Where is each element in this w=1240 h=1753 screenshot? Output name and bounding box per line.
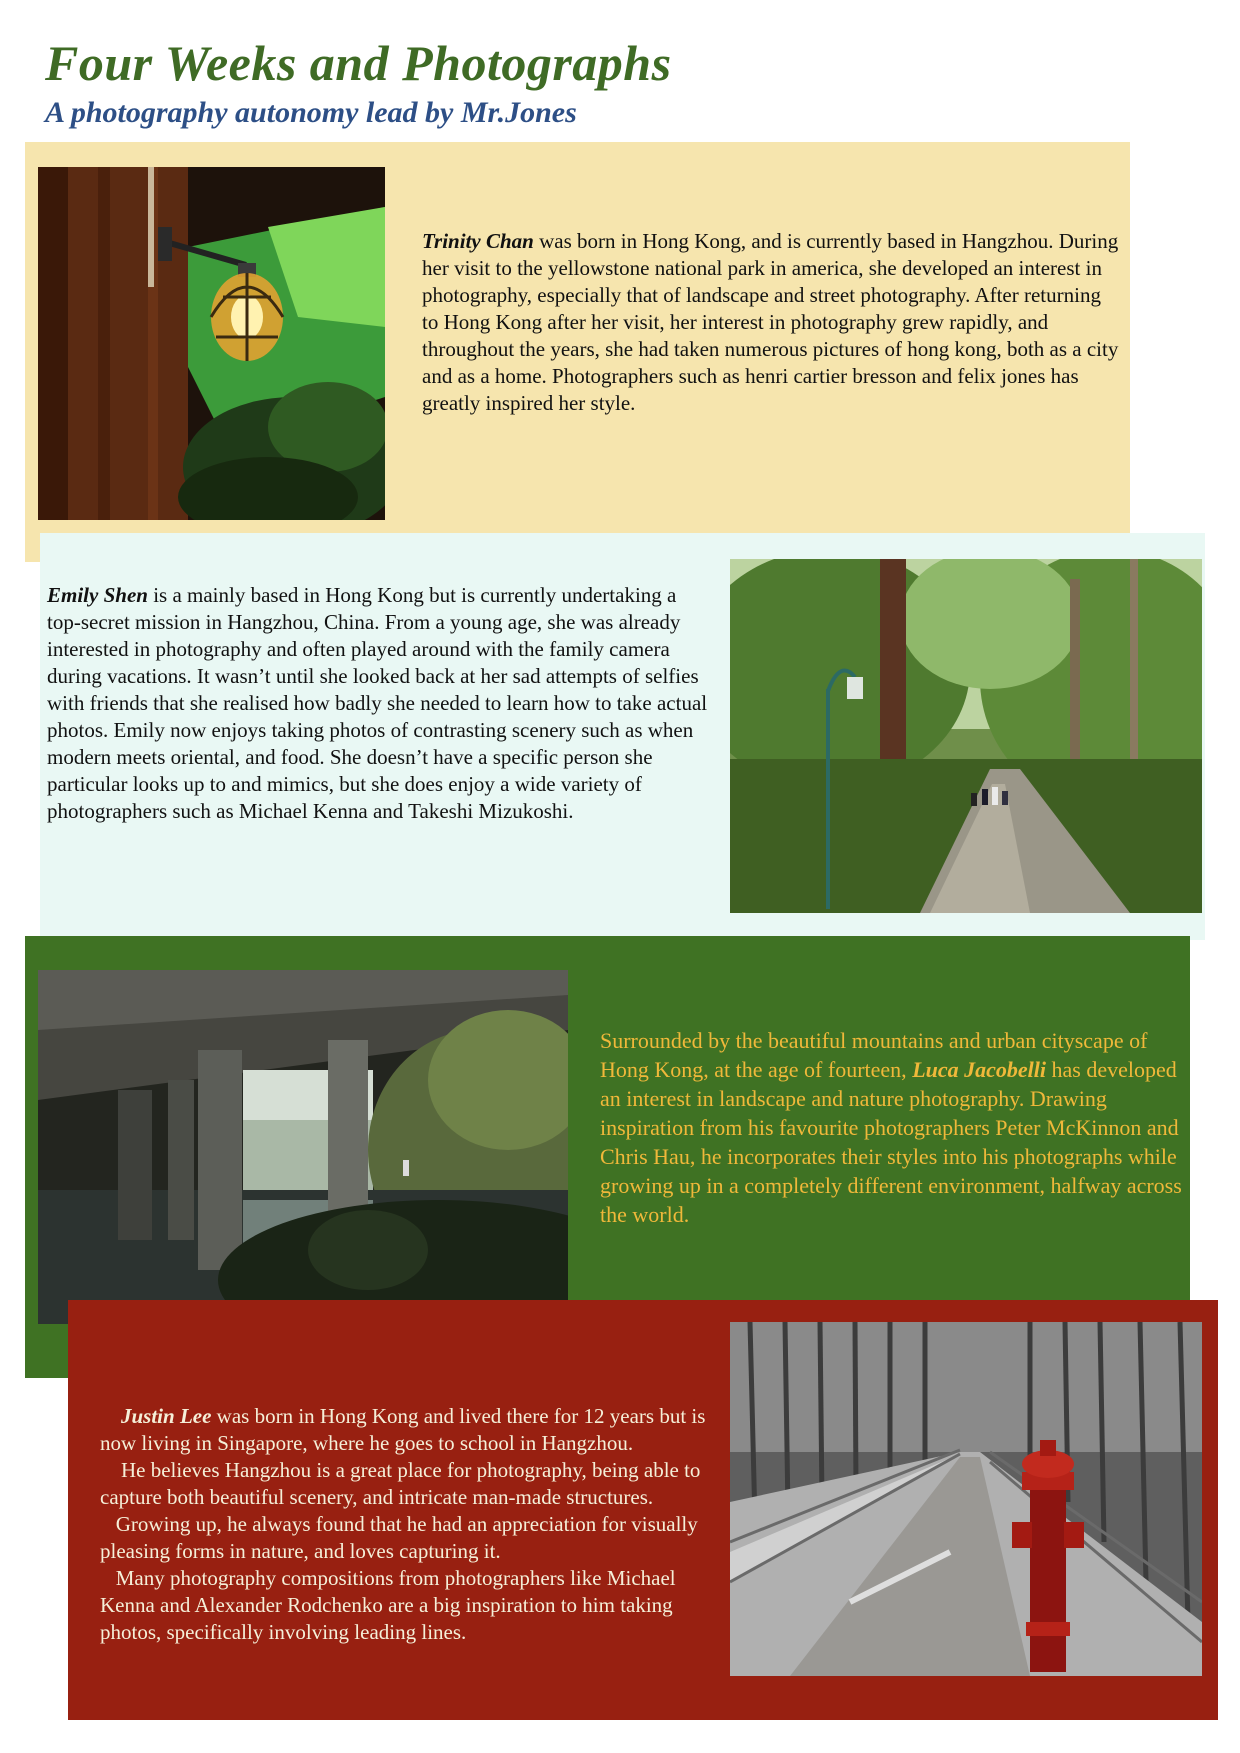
bridge-river-photo (38, 970, 568, 1324)
profile-name-trinity: Trinity Chan (422, 229, 534, 253)
bamboo-hydrant-photo (730, 1322, 1202, 1676)
profile-name-luca: Luca Jacobelli (912, 1057, 1046, 1082)
profile-bio-luca: Surrounded by the beautiful mountains and urban cityscape of Hong Kong, at the age of fourteen, Luca Jacobelli has developed an interest in landscape and nature photography. Drawing inspiration from his favourite photographers Peter McKinnon and Chris Hau, he incorporates their styles into his photographs while growing up in a completely different environment, halfway across the world. (600, 1028, 1182, 1227)
profile-name-justin: Justin Lee (121, 1404, 212, 1428)
bio-paragraph: Growing up, he always found that he had an appreciation for visually pleasing forms in nature, and loves capturing it. (100, 1512, 698, 1563)
profile-bio-emily: Emily Shen is a mainly based in Hong Kong but is currently undertaking a top-secret mission in Hangzhou, China. From a young age, she was already interested in photography and often played around with the family camera during vacations. It wasn’t until she looked back at her sad attempts of selfies with friends that she realised how badly she needed to learn how to take actual photos. Emily now enjoys taking photos of contrasting scenery such as when modern meets oriental, and food. She doesn’t have a specific person she particular looks up to and mimics, but she does enjoy a wide variety of photographers such as Michael Kenna and Takeshi Mizukoshi. (47, 583, 708, 823)
profile-bio-justin (100, 1403, 725, 1646)
forest-path-photo (730, 559, 1202, 913)
profile-bio-trinity: Trinity Chan was born in Hong Kong, and is currently based in Hangzhou. During her visit to the yellowstone national park in america, she developed an interest in photography, especially that of landscape and street photography. After returning to Hong Kong after her visit, her interest in photography grew rapidly, and throughout the years, she had taken numerous pictures of hong kong, both as a city and as a home. Photographers such as henri cartier bresson and felix jones has greatly inspired her style. (422, 229, 1119, 415)
lamp-photo (38, 167, 385, 520)
bio-paragraph: He believes Hangzhou is a great place for photography, being able to capture both beautiful scenery, and intricate man-made structures. (100, 1458, 701, 1509)
page-title: Four Weeks and Photographs (45, 35, 672, 91)
page-subtitle: A photography autonomy lead by Mr.Jones (45, 96, 577, 129)
bio-paragraph: Justin Lee was born in Hong Kong and lived there for 12 years but is now living in Singapore, where he goes to school in Hangzhou. (100, 1404, 706, 1455)
bio-paragraph: Many photography compositions from photographers like Michael Kenna and Alexander Rodchenko are a big inspiration to him taking photos, specifically involving leading lines. (100, 1566, 676, 1644)
profile-name-emily: Emily Shen (47, 583, 148, 607)
